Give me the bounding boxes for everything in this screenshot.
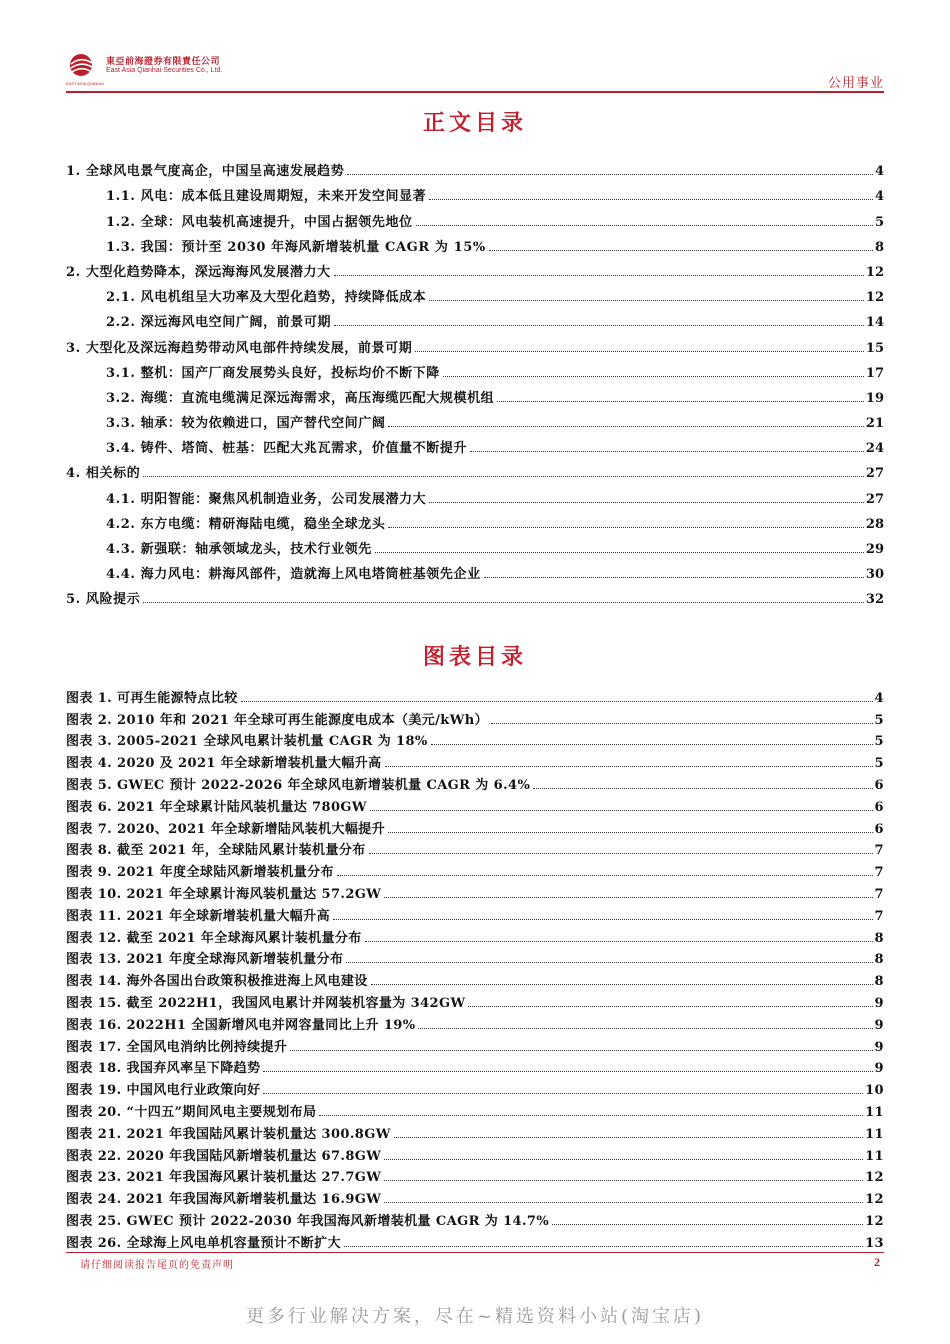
contents-entry[interactable] [66, 330, 884, 355]
chart-entry[interactable] [66, 1164, 884, 1186]
chart-entry-page: 7 [874, 908, 884, 924]
dot-leader [491, 723, 873, 724]
chart-entry[interactable] [66, 684, 884, 706]
chart-entry-label: 图表 3. 2005-2021 全球风电累计装机量 CAGR 为 18% [66, 734, 428, 750]
chart-entry[interactable] [66, 793, 884, 815]
chart-entry[interactable] [66, 1120, 884, 1142]
contents-entry-label: 4.3. 新强联：轴承领域龙头，技术行业领先 [106, 542, 372, 557]
header-divider [66, 91, 884, 93]
company-name-cn: 東亞前海證券有限責任公司 [106, 57, 221, 67]
footer-divider [66, 1252, 884, 1253]
chart-entry-label: 图表 25. GWEC 预计 2022-2030 年我国海风新增装机量 CAGR 为 14.7% [66, 1213, 550, 1229]
chart-entry[interactable] [66, 1011, 884, 1033]
dot-leader [385, 766, 873, 767]
chart-entry-page: 8 [874, 930, 884, 946]
chart-entry-page: 7 [874, 886, 884, 902]
chart-entry-label: 图表 5. GWEC 预计 2022-2026 年全球风电新增装机量 CAGR 为 6.4% [66, 777, 531, 793]
dot-leader [371, 984, 873, 985]
contents-entry-page: 12 [865, 264, 884, 280]
dot-leader [384, 1202, 863, 1203]
contents-entry-page: 21 [865, 416, 884, 432]
watermark-text: 更多行业解决方案，尽在~精选资料小站(淘宝店) [245, 1306, 705, 1327]
chart-entry[interactable] [66, 858, 884, 880]
chart-entry[interactable] [66, 1185, 884, 1207]
chart-entry[interactable] [66, 902, 884, 924]
dot-leader [375, 552, 864, 553]
contents-entry-label: 4.2. 东方电缆：精研海陆电缆，稳坐全球龙头 [106, 516, 386, 532]
chart-entry[interactable] [66, 1207, 884, 1229]
contents-entry-page: 12 [865, 290, 884, 306]
chart-entry-label: 图表 6. 2021 年全球累计陆风装机量达 780GW [66, 799, 367, 815]
dot-leader [484, 577, 864, 578]
contents-entry-label: 1. 全球风电景气度高企，中国呈高速发展趋势 [66, 164, 345, 180]
contents-entry[interactable] [66, 154, 884, 179]
contents-entry-label: 2. 大型化趋势降本，深远海海风发展潜力大 [66, 264, 331, 280]
dot-leader [429, 199, 873, 200]
contents-entry-page: 30 [865, 567, 884, 583]
chart-entry-page: 10 [865, 1083, 884, 1099]
contents-entry[interactable] [66, 179, 884, 204]
contents-entry[interactable] [66, 280, 884, 305]
contents-entry-page: 29 [865, 542, 884, 557]
contents-entry[interactable] [66, 381, 884, 406]
chart-entry[interactable] [66, 946, 884, 968]
chart-entry-label: 图表 15. 截至 2022H1，我国风电累计并网装机容量为 342GW [66, 995, 466, 1011]
dot-leader [394, 1137, 863, 1138]
charts-list [66, 684, 884, 1251]
chart-entry-page: 13 [865, 1235, 884, 1251]
contents-entry-page: 27 [865, 466, 884, 482]
contents-entry-page: 4 [874, 189, 884, 205]
dot-leader [429, 502, 864, 503]
chart-entry-page: 11 [865, 1104, 884, 1120]
contents-entry-page: 17 [865, 365, 884, 381]
chart-entry-label: 图表 13. 2021 年度全球海风新增装机量分布 [66, 952, 344, 968]
dot-leader [384, 1180, 863, 1181]
chart-entry-label: 图表 11. 2021 年全球新增装机量大幅升高 [66, 908, 330, 924]
dot-leader [365, 941, 873, 942]
dot-leader [443, 376, 864, 377]
contents-entry-page: 32 [865, 592, 884, 608]
chart-entry[interactable] [66, 989, 884, 1011]
chart-entry[interactable] [66, 1229, 884, 1251]
chart-entry-page: 8 [874, 974, 884, 990]
chart-entry[interactable] [66, 880, 884, 902]
chart-entry-page: 11 [865, 1148, 884, 1164]
chart-entry-page: 5 [874, 712, 884, 728]
chart-entry-page: 9 [874, 1017, 884, 1033]
chart-entry-label: 图表 23. 2021 年我国海风累计装机量达 27.7GW [66, 1170, 382, 1186]
contents-entry-page: 4 [874, 164, 884, 180]
chart-entry[interactable] [66, 771, 884, 793]
contents-entry-page: 19 [865, 390, 884, 406]
page-number: 2 [874, 1255, 880, 1269]
contents-entry-label: 2.1. 风电机组呈大功率及大型化趋势，持续降低成本 [106, 290, 427, 306]
contents-entry[interactable] [66, 431, 884, 456]
contents-entry[interactable] [66, 557, 884, 582]
contents-entry-page: 15 [865, 340, 884, 356]
charts-title: 图表目录 [422, 645, 527, 670]
chart-entry-page: 6 [874, 821, 884, 837]
contents-entry-page: 14 [865, 315, 884, 331]
contents-entry[interactable] [66, 305, 884, 330]
chart-entry-label: 图表 26. 全球海上风电单机容量预计不断扩大 [66, 1235, 341, 1251]
contents-entry-label: 4. 相关标的 [66, 466, 141, 482]
chart-entry-label: 图表 16. 2022H1 全国新增风电并网容量同比上升 19% [66, 1017, 416, 1033]
dot-leader [384, 1159, 863, 1160]
chart-entry[interactable] [66, 924, 884, 946]
chart-entry-page: 7 [874, 843, 884, 859]
contents-entry-label: 3.2. 海缆：直流电缆满足深远海需求，高压海缆匹配大规模机组 [106, 390, 495, 406]
chart-entry-label: 图表 1. 可再生能源特点比较 [66, 690, 238, 706]
contents-entry-label: 3.3. 轴承：较为依赖进口，国产替代空间广阔 [106, 416, 386, 432]
contents-entry[interactable] [66, 456, 884, 481]
dot-leader [533, 788, 872, 789]
dot-leader [489, 250, 873, 251]
dot-leader [337, 875, 873, 876]
chart-entry-page: 5 [874, 734, 884, 750]
contents-entry-label: 3.1. 整机：国产厂商发展势头良好，投标均价不断下降 [106, 365, 440, 381]
chart-entry-label: 图表 22. 2020 年我国陆风新增装机量达 67.8GW [66, 1148, 382, 1164]
chart-entry-label: 图表 24. 2021 年我国海风新增装机量达 16.9GW [66, 1192, 382, 1208]
chart-entry-page: 7 [874, 865, 884, 881]
chart-entry-page: 12 [865, 1213, 884, 1229]
chart-entry-page: 12 [865, 1170, 884, 1186]
dot-leader [418, 1028, 872, 1029]
company-logo-icon [66, 52, 100, 82]
dot-leader [384, 897, 872, 898]
dot-leader [552, 1224, 863, 1225]
dot-leader [388, 527, 863, 528]
contents-entry-label: 1.1. 风电：成本低且建设周期短，未来开发空间显著 [106, 189, 427, 205]
dot-leader [388, 832, 872, 833]
chart-entry[interactable] [66, 728, 884, 750]
company-name-en: East Asia Qianhai Securities Co., Ltd. [106, 67, 223, 74]
contents-entry[interactable] [66, 230, 884, 255]
chart-entry-label: 图表 2. 2010 年和 2021 年全球可再生能源度电成本（美元/kWh） [66, 712, 488, 728]
dot-leader [290, 1050, 872, 1051]
dot-leader [344, 1246, 863, 1247]
chart-entry[interactable] [66, 967, 884, 989]
disclaimer-text: 请仔细阅读报告尾页的免责声明 [80, 1260, 234, 1271]
contents-entry[interactable] [66, 356, 884, 381]
chart-entry[interactable] [66, 1142, 884, 1164]
chart-entry-label: 图表 8. 截至 2021 年，全球陆风累计装机量分布 [66, 843, 366, 859]
chart-entry-page: 11 [865, 1126, 884, 1142]
dot-leader [370, 810, 873, 811]
dot-leader [143, 602, 864, 603]
contents-entry-label: 2.2. 深远海风电空间广阔，前景可期 [106, 315, 332, 331]
chart-entry-label: 图表 19. 中国风电行业政策向好 [66, 1083, 261, 1099]
contents-entry-page: 8 [874, 239, 884, 255]
page-header [66, 52, 884, 92]
dot-leader [346, 962, 872, 963]
dot-leader [388, 426, 863, 427]
chart-entry-label: 图表 20. “十四五”期间风电主要规划布局 [66, 1104, 317, 1120]
chart-entry-page: 4 [874, 690, 884, 706]
dot-leader [143, 476, 864, 477]
dot-leader [415, 351, 864, 352]
contents-entry[interactable] [66, 582, 884, 607]
chart-entry[interactable] [66, 1055, 884, 1077]
chart-entry-label: 图表 18. 我国弃风率呈下降趋势 [66, 1061, 261, 1077]
chart-entry-label: 图表 14. 海外各国出台政策积极推进海上风电建设 [66, 974, 368, 990]
dot-leader [263, 1093, 863, 1094]
contents-entry-label: 3.4. 铸件、塔筒、桩基：匹配大兆瓦需求，价值量不断提升 [106, 441, 468, 457]
contents-entry-page: 24 [865, 441, 884, 457]
dot-leader [263, 1071, 872, 1072]
chart-entry-page: 12 [865, 1192, 884, 1208]
chart-entry-label: 图表 9. 2021 年度全球陆风新增装机量分布 [66, 865, 334, 881]
dot-leader [347, 174, 873, 175]
chart-entry-page: 6 [874, 777, 884, 793]
contents-entry[interactable] [66, 481, 884, 506]
contents-entry[interactable] [66, 532, 884, 557]
industry-label: 公用事业 [827, 76, 884, 91]
chart-entry-label: 图表 17. 全国风电消纳比例持续提升 [66, 1039, 288, 1055]
dot-leader [468, 1006, 872, 1007]
contents-entry-label: 4.4. 海力风电：耕海风部件，造就海上风电塔筒桩基领先企业 [106, 567, 481, 583]
contents-entry-label: 4.1. 明阳智能：聚焦风机制造业务，公司发展潜力大 [106, 491, 427, 507]
contents-entry[interactable] [66, 255, 884, 280]
dot-leader [319, 1115, 863, 1116]
chart-entry[interactable] [66, 1076, 884, 1098]
chart-entry[interactable] [66, 749, 884, 771]
chart-entry[interactable] [66, 815, 884, 837]
chart-entry-page: 9 [874, 995, 884, 1011]
dot-leader [334, 275, 864, 276]
chart-entry-label: 图表 12. 截至 2021 年全球海风累计装机量分布 [66, 930, 362, 946]
chart-entry-page: 9 [874, 1061, 884, 1077]
dot-leader [429, 300, 864, 301]
chart-entry-page: 6 [874, 799, 884, 815]
chart-entry-label: 图表 7. 2020、2021 年全球新增陆风装机大幅提升 [66, 821, 386, 837]
chart-entry[interactable] [66, 1098, 884, 1120]
chart-entry-page: 5 [874, 756, 884, 772]
contents-entry[interactable] [66, 507, 884, 532]
contents-entry-page: 27 [865, 491, 884, 507]
contents-entry-page: 28 [865, 516, 884, 532]
chart-entry[interactable] [66, 1033, 884, 1055]
dot-leader [416, 225, 873, 226]
chart-entry-page: 9 [874, 1039, 884, 1055]
contents-entry[interactable] [66, 204, 884, 229]
logo-caption: EAST ASIA QIANHAI [66, 81, 104, 86]
chart-entry-page: 8 [874, 952, 884, 968]
dot-leader [431, 744, 873, 745]
contents-entry-page: 5 [874, 214, 884, 230]
contents-entry[interactable] [66, 406, 884, 431]
dot-leader [241, 701, 873, 702]
dot-leader [333, 919, 873, 920]
dot-leader [369, 853, 873, 854]
contents-list [66, 154, 884, 607]
dot-leader [334, 325, 864, 326]
chart-entry-label: 图表 21. 2021 年我国陆风累计装机量达 300.8GW [66, 1126, 391, 1142]
chart-entry-label: 图表 10. 2021 年全球累计海风装机量达 57.2GW [66, 886, 382, 902]
contents-entry-label: 1.3. 我国：预计至 2030 年海风新增装机量 CAGR 为 15% [106, 239, 486, 255]
chart-entry[interactable] [66, 837, 884, 859]
dot-leader [497, 401, 864, 402]
contents-entry-label: 3. 大型化及深远海趋势带动风电部件持续发展，前景可期 [66, 340, 413, 356]
contents-entry-label: 5. 风险提示 [66, 592, 141, 608]
dot-leader [470, 451, 864, 452]
contents-entry-label: 1.2. 全球：风电装机高速提升，中国占据领先地位 [106, 214, 413, 230]
chart-entry[interactable] [66, 706, 884, 728]
contents-title: 正文目录 [422, 111, 527, 136]
chart-entry-label: 图表 4. 2020 及 2021 年全球新增装机量大幅升高 [66, 756, 382, 772]
